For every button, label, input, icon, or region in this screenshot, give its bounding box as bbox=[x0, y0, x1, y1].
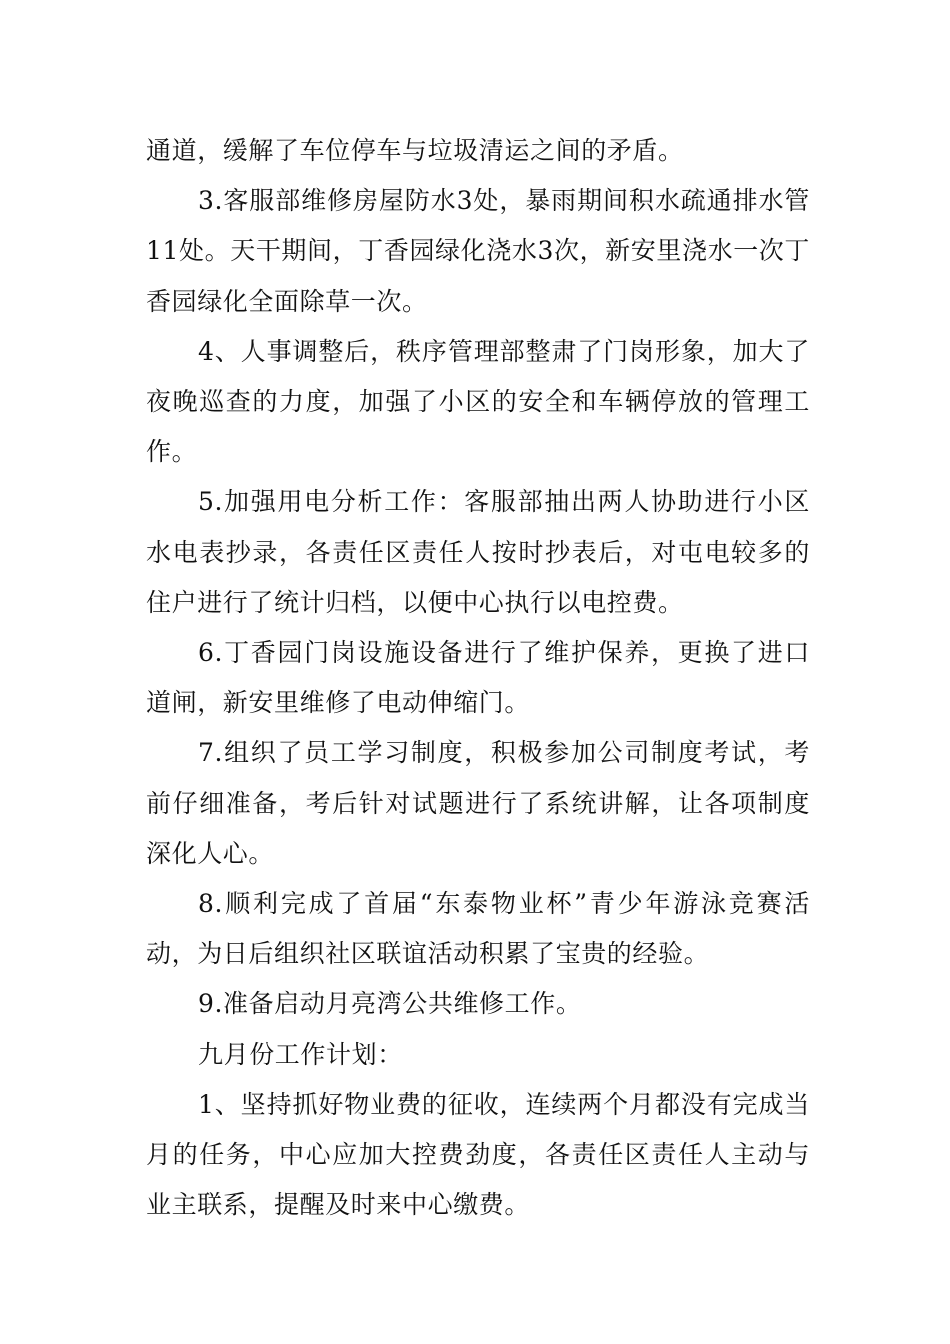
paragraph-item-5: 5.加强用电分析工作：客服部抽出两人协助进行小区水电表抄录，各责任区责任人按时抄表后，对屯电较多的住户进行了统计归档，以便中心执行以电控费。 bbox=[146, 487, 810, 617]
document-body bbox=[146, 126, 810, 1230]
paragraph-plan-item-1: 1、坚持抓好物业费的征收，连续两个月都没有完成当月的任务，中心应加大控费劲度，各责任区责任人主动与业主联系，提醒及时来中心缴费。 bbox=[146, 1089, 810, 1220]
paragraph-item-8: 8.顺利完成了首届“东泰物业杯”青少年游泳竞赛活动，为日后组织社区联谊活动积累了宝贵的经验。 bbox=[146, 889, 810, 969]
section-heading-september-plan: 九月份工作计划： bbox=[198, 1039, 403, 1069]
paragraph-item-4: 4、人事调整后，秩序管理部整肃了门岗形象，加大了夜晚巡查的力度，加强了小区的安全和车辆停放的管理工作。 bbox=[146, 336, 810, 467]
paragraph-item-7: 7.组织了员工学习制度，积极参加公司制度考试，考前仔细准备，考后针对试题进行了系统讲解，让各项制度深化人心。 bbox=[146, 738, 810, 868]
paragraph-item-6: 6.丁香园门岗设施设备进行了维护保养，更换了进口道闸，新安里维修了电动伸缩门。 bbox=[146, 638, 810, 718]
paragraph-item-3: 3.客服部维修房屋防水3处，暴雨期间积水疏通排水管11处。天干期间，丁香园绿化浇水3次，新安里浇水一次丁香园绿化全面除草一次。 bbox=[146, 186, 810, 316]
paragraph-item-9: 9.准备启动月亮湾公共维修工作。 bbox=[198, 989, 582, 1019]
paragraph-continuation: 通道，缓解了车位停车与垃圾清运之间的矛盾。 bbox=[146, 136, 684, 165]
